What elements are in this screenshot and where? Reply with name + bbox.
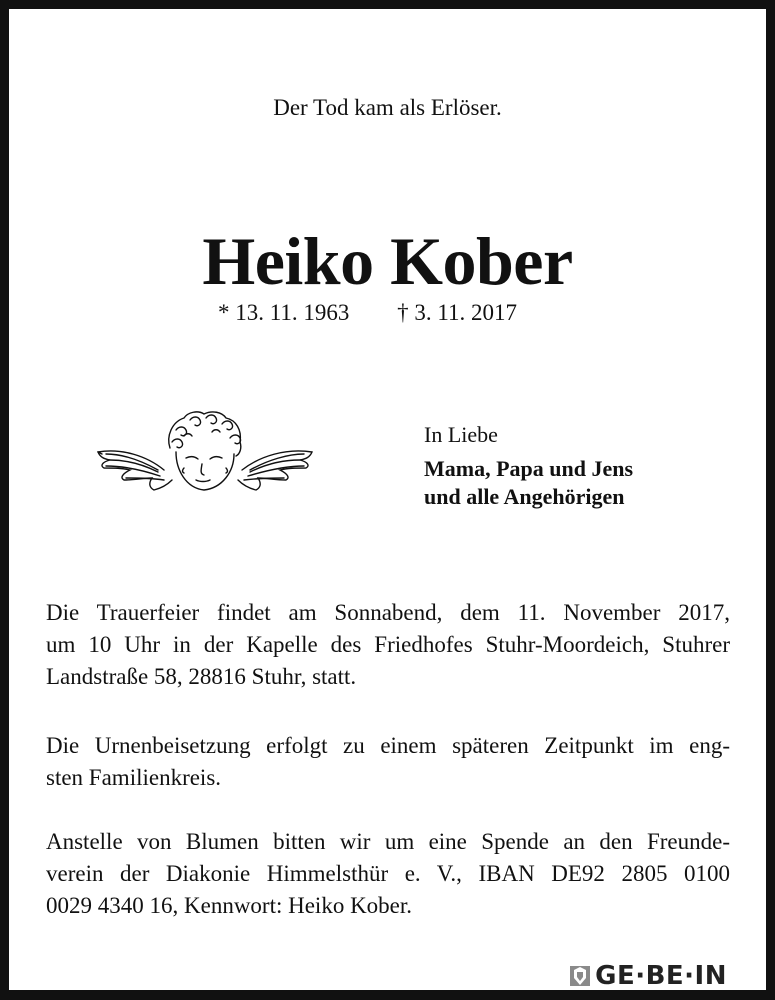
winged-cherub-icon (92, 408, 317, 508)
mourners-family: Mama, Papa und Jens (424, 456, 634, 481)
text-line: Die Trauerfeier findet am Sonnabend, dem 11. November 2017, (46, 600, 730, 625)
birth-date: * 13. 11. 1963 (218, 300, 350, 325)
text-line: um 10 Uhr in der Kapelle des Friedhofes Stuhr-Moordeich, Stuhrer (46, 632, 730, 657)
death-date: † 3. 11. 2017 (397, 300, 518, 325)
urn-paragraph (46, 730, 730, 794)
funeral-paragraph (46, 597, 730, 693)
life-dates (218, 300, 517, 326)
text-line: verein der Diakonie Himmelsthür e. V., IBAN DE92 2805 0100 (46, 861, 730, 886)
donation-paragraph (46, 826, 730, 922)
mourners-block (424, 421, 633, 511)
text-line: Die Urnenbeisetzung erfolgt zu einem späteren Zeitpunkt im eng- (46, 733, 730, 758)
gebein-logo-text: GE·BE·IN (595, 961, 727, 991)
mourners-relatives: und alle Angehörigen (424, 484, 625, 509)
mourners-intro: In Liebe (424, 422, 498, 447)
deceased-name: Heiko Kober (202, 223, 573, 299)
gebein-logo (567, 962, 729, 990)
text-line: Landstraße 58, 28816 Stuhr, statt. (46, 664, 357, 689)
gebein-logo-icon (569, 964, 591, 988)
motto: Der Tod kam als Erlöser. (273, 95, 502, 120)
text-line: Anstelle von Blumen bitten wir um eine Spende an den Freunde- (46, 829, 730, 854)
text-line: 0029 4340 16, Kennwort: Heiko Kober. (46, 893, 413, 918)
text-line: sten Familienkreis. (46, 765, 222, 790)
